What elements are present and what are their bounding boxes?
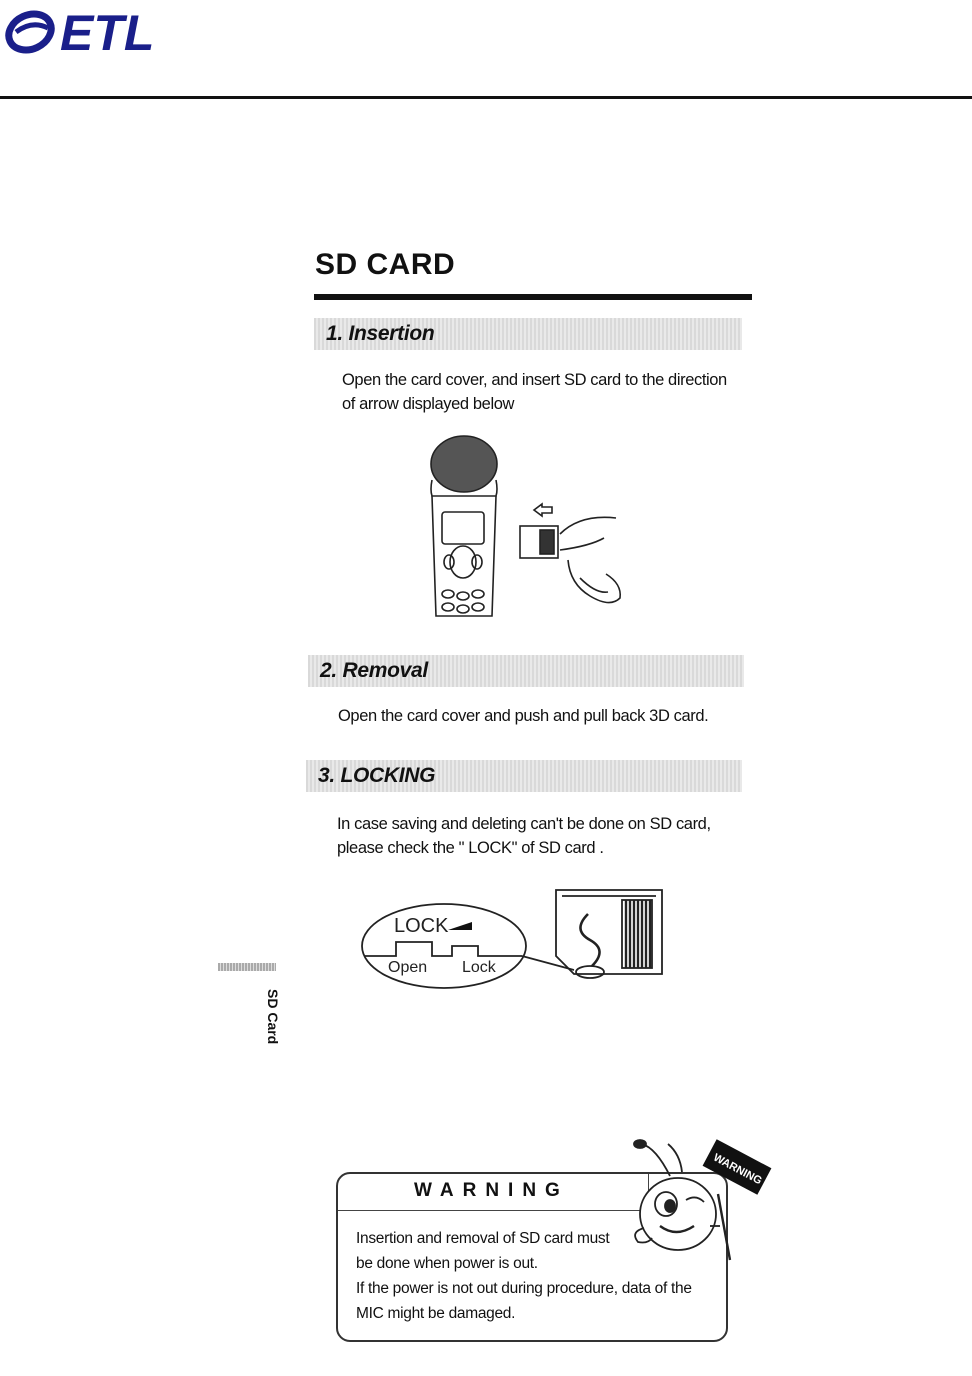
header-rule [0, 96, 972, 99]
section-label: 1. Insertion [326, 322, 435, 345]
text-line: please check the " LOCK" of SD card . [337, 839, 604, 857]
side-tab-lines [218, 963, 276, 971]
warning-line: be done when power is out. [356, 1255, 538, 1272]
lock-label: LOCK [394, 915, 449, 937]
sd-card-icon [556, 890, 662, 978]
logo-text: ETL [60, 5, 155, 61]
page-title: SD CARD [315, 248, 456, 281]
locking-text [337, 812, 711, 860]
warning-line: MIC might be damaged. [356, 1305, 516, 1322]
text-line: Open the card cover and push and pull back 3D card. [338, 707, 709, 725]
insertion-illustration [420, 434, 640, 624]
warning-line: Insertion and removal of SD card must [356, 1230, 610, 1247]
removal-text [338, 704, 708, 728]
warning-sign-text: WARNING [711, 1151, 764, 1188]
text-line: Open the card cover, and insert SD card to the direction [342, 371, 727, 389]
title-rule [314, 294, 752, 300]
warning-sign [703, 1139, 772, 1195]
section-header-insertion [314, 318, 742, 350]
lock-position-label: Lock [462, 959, 496, 976]
insertion-text [342, 368, 727, 416]
section-label: 3. LOCKING [318, 764, 436, 787]
sd-card-hand-icon [520, 517, 620, 602]
warning-header [338, 1174, 649, 1211]
open-label: Open [388, 959, 428, 976]
side-tab-label: SD Card [265, 989, 281, 1045]
section-header-locking [306, 760, 742, 792]
microphone-icon [431, 436, 497, 616]
text-line: of arrow displayed below [342, 395, 514, 413]
section-label: 2. Removal [320, 659, 428, 682]
warning-line: If the power is not out during procedure, data of the [356, 1280, 692, 1297]
logo-swirl-icon [4, 7, 57, 56]
warning-title: WARNING [414, 1180, 569, 1201]
arrow-left-icon [534, 504, 552, 516]
section-header-removal [308, 655, 744, 687]
warning-mascot-icon [620, 1130, 780, 1270]
lock-arrow-icon [448, 922, 472, 930]
lock-diagram [360, 884, 680, 994]
etl-logo [4, 2, 174, 62]
text-line: In case saving and deleting can't be done on SD card, [337, 815, 711, 833]
